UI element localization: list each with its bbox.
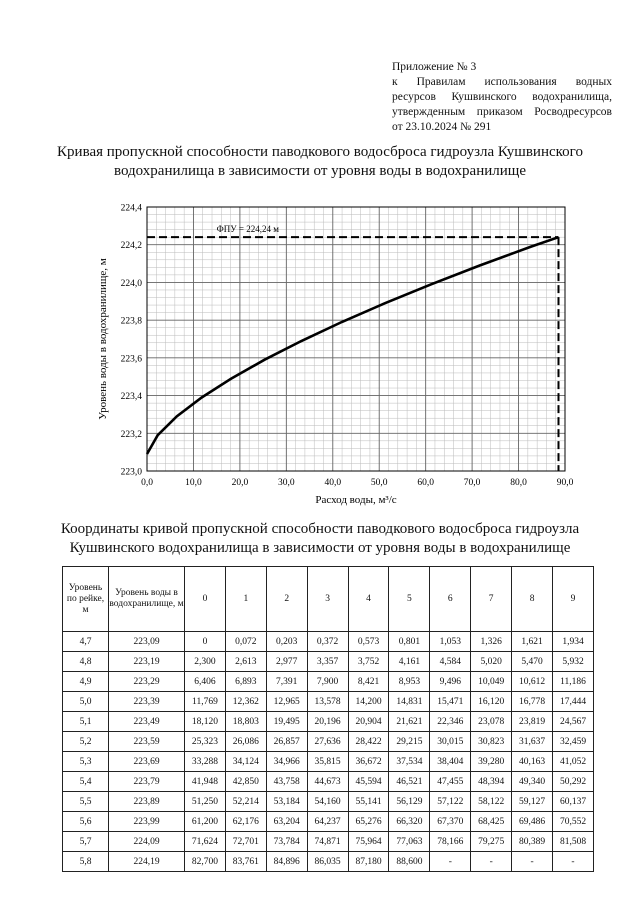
table-cell: 12,965 xyxy=(266,692,307,712)
table-cell: 60,137 xyxy=(553,792,594,812)
table-cell: 75,964 xyxy=(348,832,389,852)
table-cell: 11,186 xyxy=(553,672,594,692)
table-cell: 5,1 xyxy=(63,712,109,732)
appendix-line: утвержденным приказом Росводресурсов xyxy=(392,106,612,118)
column-header: 5 xyxy=(389,567,430,632)
table-cell: 13,578 xyxy=(307,692,348,712)
table-cell: 1,934 xyxy=(553,632,594,652)
table-cell: 40,163 xyxy=(512,752,553,772)
x-tick-label: 20,0 xyxy=(231,478,249,488)
table-cell: 53,184 xyxy=(266,792,307,812)
table-cell: 16,120 xyxy=(471,692,512,712)
table-cell: 5,8 xyxy=(63,852,109,872)
table-cell: - xyxy=(512,852,553,872)
table-cell: 1,053 xyxy=(430,632,471,652)
table-cell: 5,470 xyxy=(512,652,553,672)
table-body xyxy=(63,632,594,872)
table-cell: 0,573 xyxy=(348,632,389,652)
table-cell: 58,122 xyxy=(471,792,512,812)
table-cell: 5,6 xyxy=(63,812,109,832)
x-tick-label: 60,0 xyxy=(417,478,434,488)
table-cell: 5,932 xyxy=(553,652,594,672)
table-cell: 1,621 xyxy=(512,632,553,652)
table-cell: 0,801 xyxy=(389,632,430,652)
table-row xyxy=(63,832,594,852)
table-cell: 79,275 xyxy=(471,832,512,852)
table-row xyxy=(63,672,594,692)
table-cell: - xyxy=(553,852,594,872)
column-header: 4 xyxy=(348,567,389,632)
table-cell: 4,7 xyxy=(63,632,109,652)
y-tick-label: 223,2 xyxy=(120,429,142,440)
table-cell: 44,673 xyxy=(307,772,348,792)
table-row xyxy=(63,632,594,652)
table-cell: 0,372 xyxy=(307,632,348,652)
table-row xyxy=(63,812,594,832)
table-cell: 9,496 xyxy=(430,672,471,692)
table-cell: 72,701 xyxy=(225,832,266,852)
table-row xyxy=(63,792,594,812)
table-cell: 224,09 xyxy=(109,832,185,852)
table-cell: 86,035 xyxy=(307,852,348,872)
column-header: 9 xyxy=(553,567,594,632)
table-cell: 7,900 xyxy=(307,672,348,692)
table-cell: 10,049 xyxy=(471,672,512,692)
x-tick-label: 50,0 xyxy=(370,478,388,488)
appendix-line: ресурсов Кушвинского водохранилища, xyxy=(392,91,612,103)
table-cell: 25,323 xyxy=(185,732,226,752)
column-header: 1 xyxy=(225,567,266,632)
table-cell: 63,204 xyxy=(266,812,307,832)
column-header: 6 xyxy=(430,567,471,632)
table-cell: 223,19 xyxy=(109,652,185,672)
discharge-curve xyxy=(147,237,559,454)
y-tick-label: 224,0 xyxy=(120,278,142,289)
table-cell: 18,120 xyxy=(185,712,226,732)
y-tick-label: 223,0 xyxy=(120,467,142,478)
axis-ticks xyxy=(121,204,574,489)
table-cell: 80,389 xyxy=(512,832,553,852)
column-header: 7 xyxy=(471,567,512,632)
table-cell: 30,823 xyxy=(471,732,512,752)
appendix-note xyxy=(392,60,612,135)
table-cell: 4,584 xyxy=(430,652,471,672)
table-cell: 70,552 xyxy=(553,812,594,832)
table-cell: 69,486 xyxy=(512,812,553,832)
table-cell: 223,49 xyxy=(109,712,185,732)
major-grid xyxy=(147,207,565,471)
column-header: 2 xyxy=(266,567,307,632)
table-cell: 27,636 xyxy=(307,732,348,752)
table-cell: 20,196 xyxy=(307,712,348,732)
table-cell: 31,637 xyxy=(512,732,553,752)
table-cell: 19,495 xyxy=(266,712,307,732)
table-cell: 74,871 xyxy=(307,832,348,852)
table-cell: 71,624 xyxy=(185,832,226,852)
x-tick-label: 0,0 xyxy=(141,478,153,488)
table-cell: 32,459 xyxy=(553,732,594,752)
table-cell: 57,122 xyxy=(430,792,471,812)
table-cell: 48,394 xyxy=(471,772,512,792)
table-cell: 3,752 xyxy=(348,652,389,672)
table-cell: 1,326 xyxy=(471,632,512,652)
table-cell: 84,896 xyxy=(266,852,307,872)
column-header: 8 xyxy=(512,567,553,632)
table-cell: 5,5 xyxy=(63,792,109,812)
table-cell: 14,200 xyxy=(348,692,389,712)
table-cell: 224,19 xyxy=(109,852,185,872)
table-cell: 5,4 xyxy=(63,772,109,792)
table-cell: 23,078 xyxy=(471,712,512,732)
table-cell: 24,567 xyxy=(553,712,594,732)
table-cell: 41,052 xyxy=(553,752,594,772)
table-cell: 42,850 xyxy=(225,772,266,792)
table-cell: 10,612 xyxy=(512,672,553,692)
y-tick-label: 224,2 xyxy=(120,241,142,252)
table-cell: 7,391 xyxy=(266,672,307,692)
table-cell: 38,404 xyxy=(430,752,471,772)
table-cell: 223,39 xyxy=(109,692,185,712)
appendix-line: к Правилам использования водных xyxy=(392,76,612,88)
table-cell: 23,819 xyxy=(512,712,553,732)
table-cell: 36,672 xyxy=(348,752,389,772)
table-cell: 0,072 xyxy=(225,632,266,652)
table-cell: 4,9 xyxy=(63,672,109,692)
table-cell: 55,141 xyxy=(348,792,389,812)
table-row xyxy=(63,772,594,792)
table-cell: 34,966 xyxy=(266,752,307,772)
fpu-annotation: ФПУ = 224,24 м xyxy=(216,224,279,235)
column-header: 3 xyxy=(307,567,348,632)
table-cell: 37,534 xyxy=(389,752,430,772)
table-cell: 223,59 xyxy=(109,732,185,752)
y-tick-label: 224,4 xyxy=(120,203,142,214)
table-cell: 49,340 xyxy=(512,772,553,792)
table-cell: 5,3 xyxy=(63,752,109,772)
x-tick-label: 80,0 xyxy=(510,478,527,488)
column-header: Уровень по рейке, м xyxy=(63,567,109,632)
table-cell: 223,69 xyxy=(109,752,185,772)
table-cell: 26,086 xyxy=(225,732,266,752)
table-cell: 5,0 xyxy=(63,692,109,712)
table-cell: 50,292 xyxy=(553,772,594,792)
table-cell: 52,214 xyxy=(225,792,266,812)
table-cell: 5,020 xyxy=(471,652,512,672)
table-cell: 17,444 xyxy=(553,692,594,712)
plot-frame xyxy=(147,207,565,471)
table-cell: 35,815 xyxy=(307,752,348,772)
table-cell: 73,784 xyxy=(266,832,307,852)
table-cell: 26,857 xyxy=(266,732,307,752)
minor-grid xyxy=(147,207,565,471)
y-tick-label: 223,6 xyxy=(120,354,142,365)
table-cell: 3,357 xyxy=(307,652,348,672)
chart-title: Кривая пропускной способности паводкового водосброса гидроузла Кушвинского водохранилища в зависимости от уровня воды в водохранилище xyxy=(57,144,583,179)
table-cell: 0,203 xyxy=(266,632,307,652)
table-cell: 6,406 xyxy=(185,672,226,692)
table-cell: - xyxy=(471,852,512,872)
table-cell: 4,8 xyxy=(63,652,109,672)
table-cell: - xyxy=(430,852,471,872)
table-cell: 14,831 xyxy=(389,692,430,712)
x-axis-label: Расход воды, м³/с xyxy=(315,494,397,506)
coordinates-table xyxy=(62,566,594,872)
table-cell: 54,160 xyxy=(307,792,348,812)
table-row xyxy=(63,712,594,732)
table-cell: 5,7 xyxy=(63,832,109,852)
table-cell: 18,803 xyxy=(225,712,266,732)
table-cell: 41,948 xyxy=(185,772,226,792)
table-cell: 28,422 xyxy=(348,732,389,752)
y-axis-label: Уровень воды в водохранилище, м xyxy=(97,258,109,420)
table-cell: 67,370 xyxy=(430,812,471,832)
table-cell: 4,161 xyxy=(389,652,430,672)
table-row xyxy=(63,752,594,772)
table-cell: 62,176 xyxy=(225,812,266,832)
table-cell: 59,127 xyxy=(512,792,553,812)
table-cell: 39,280 xyxy=(471,752,512,772)
table-cell: 65,276 xyxy=(348,812,389,832)
table-cell: 43,758 xyxy=(266,772,307,792)
table-cell: 29,215 xyxy=(389,732,430,752)
appendix-line: от 23.10.2024 № 291 xyxy=(392,121,492,133)
table-cell: 6,893 xyxy=(225,672,266,692)
x-tick-label: 70,0 xyxy=(463,478,481,488)
table-cell: 82,700 xyxy=(185,852,226,872)
y-tick-label: 223,4 xyxy=(120,392,142,403)
appendix-number: Приложение № 3 xyxy=(392,61,477,73)
table-cell: 87,180 xyxy=(348,852,389,872)
table-cell: 223,79 xyxy=(109,772,185,792)
table-cell: 45,594 xyxy=(348,772,389,792)
table-cell: 12,362 xyxy=(225,692,266,712)
table-row xyxy=(63,732,594,752)
table-cell: 8,953 xyxy=(389,672,430,692)
table-cell: 223,29 xyxy=(109,672,185,692)
table-cell: 33,288 xyxy=(185,752,226,772)
table-cell: 30,015 xyxy=(430,732,471,752)
table-cell: 83,761 xyxy=(225,852,266,872)
table-cell: 223,99 xyxy=(109,812,185,832)
table-cell: 223,09 xyxy=(109,632,185,652)
table-cell: 8,421 xyxy=(348,672,389,692)
table-cell: 66,320 xyxy=(389,812,430,832)
table-cell: 11,769 xyxy=(185,692,226,712)
table-cell: 68,425 xyxy=(471,812,512,832)
table-cell: 2,300 xyxy=(185,652,226,672)
table-cell: 64,237 xyxy=(307,812,348,832)
table-cell: 20,904 xyxy=(348,712,389,732)
table-cell: 61,200 xyxy=(185,812,226,832)
table-cell: 56,129 xyxy=(389,792,430,812)
table-cell: 78,166 xyxy=(430,832,471,852)
x-tick-label: 30,0 xyxy=(278,478,295,488)
table-cell: 16,778 xyxy=(512,692,553,712)
table-row xyxy=(63,852,594,872)
y-tick-label: 223,8 xyxy=(120,316,142,327)
table-header-row xyxy=(63,567,594,632)
table-cell: 81,508 xyxy=(553,832,594,852)
table-title: Координаты кривой пропускной способности паводкового водосброса гидроузла Кушвинского водохранилища в зависимости от уровня воды в водохранилище xyxy=(60,521,580,556)
table-cell: 47,455 xyxy=(430,772,471,792)
table-cell: 2,977 xyxy=(266,652,307,672)
table-cell: 15,471 xyxy=(430,692,471,712)
table-cell: 5,2 xyxy=(63,732,109,752)
table-cell: 0 xyxy=(185,632,226,652)
table-row xyxy=(63,692,594,712)
table-cell: 22,346 xyxy=(430,712,471,732)
table-cell: 2,613 xyxy=(225,652,266,672)
table-cell: 223,89 xyxy=(109,792,185,812)
table-cell: 21,621 xyxy=(389,712,430,732)
table-cell: 34,124 xyxy=(225,752,266,772)
table-cell: 51,250 xyxy=(185,792,226,812)
discharge-chart xyxy=(90,196,580,514)
x-tick-label: 90,0 xyxy=(556,478,574,488)
table-cell: 88,600 xyxy=(389,852,430,872)
column-header: 0 xyxy=(185,567,226,632)
table-cell: 46,521 xyxy=(389,772,430,792)
x-tick-label: 40,0 xyxy=(324,478,342,488)
table-cell: 77,063 xyxy=(389,832,430,852)
column-header: Уровень воды в водохранилище, м xyxy=(109,567,185,632)
table-row xyxy=(63,652,594,672)
x-tick-label: 10,0 xyxy=(185,478,202,488)
